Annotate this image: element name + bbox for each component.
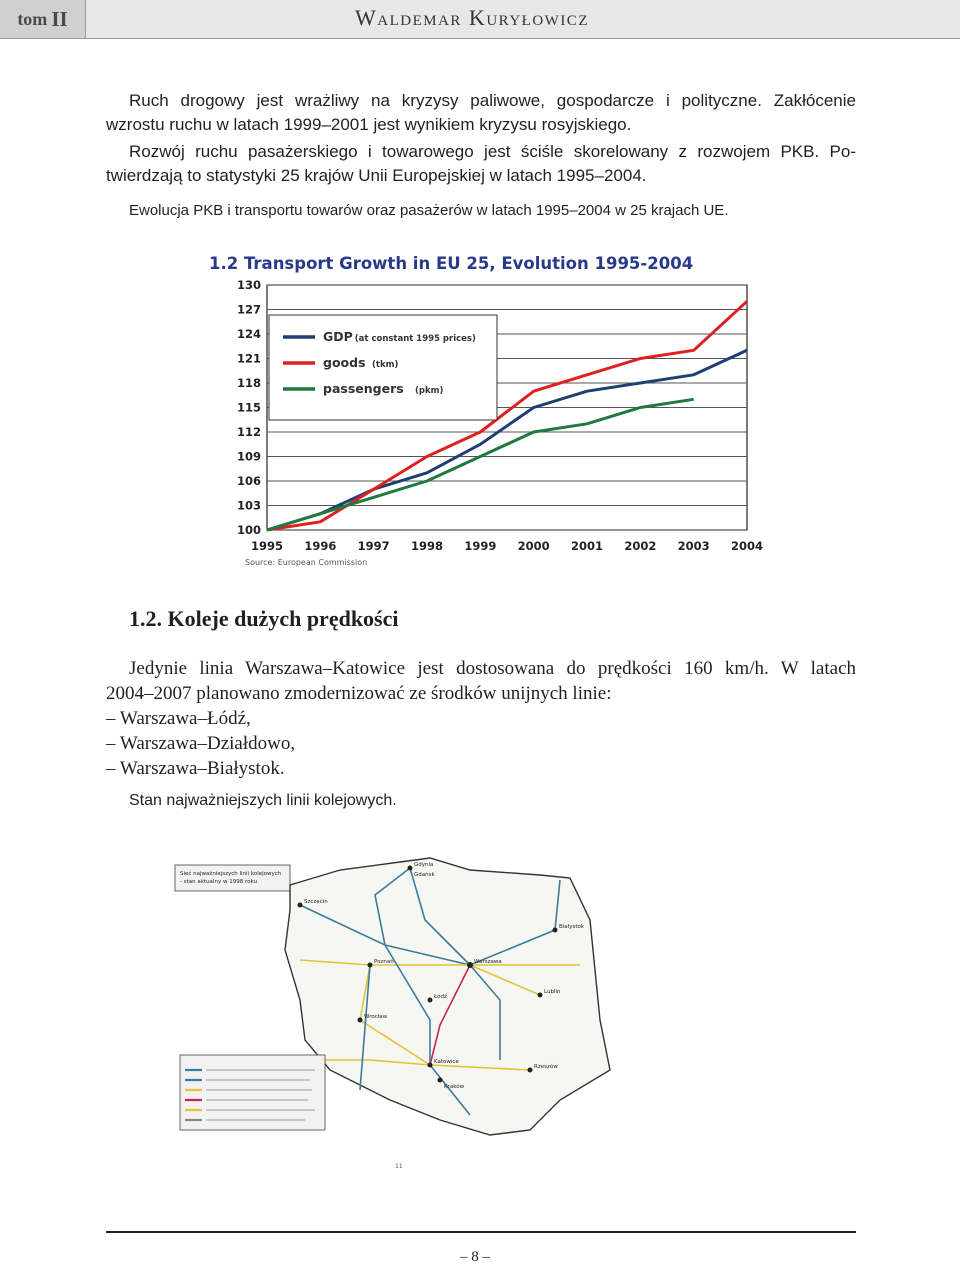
city-label: Białystok [559,924,585,930]
y-tick-label: 106 [237,474,262,488]
list-item: – Warszawa–Białystok. [106,758,285,779]
city-dot [428,1063,433,1068]
y-tick-label: 130 [237,278,262,292]
paragraph-1-line-1: Ruch drogowy jest wrażliwy na kryzysy paliwowe, gospodarcze i polityczne. Zakłócenie [129,91,856,110]
city-dot [408,866,413,871]
city-dot [358,1018,363,1023]
city-dot [368,963,373,968]
city-dot [428,998,433,1003]
x-tick-label: 2000 [517,539,550,553]
paragraph-1-line-2: wzrostu ruchu w latach 1999–2001 jest wynikiem kryzysu rosyjskiego. [106,115,632,134]
city-label: Rzeszów [534,1064,558,1070]
legend-label: passengers [323,381,404,396]
railway-map [140,830,640,1170]
map-legend-title-2: - stan aktualny w 1998 roku [180,879,257,885]
y-tick-label: 115 [237,400,262,415]
x-tick-label: 2003 [677,539,710,553]
chart-title: 1.2 Transport Growth in EU 25, Evolution 1995-2004 [209,254,694,273]
volume-number: II [51,6,68,31]
y-tick-label: 100 [237,523,262,537]
x-tick-label: 1996 [304,539,337,553]
city-label: Łódź [434,994,447,1000]
y-tick-label: 118 [237,376,262,390]
footer-rule [106,1231,856,1233]
x-tick-label: 1999 [464,539,497,553]
x-tick-label: 1997 [357,539,390,553]
section-line-1: Jedynie linia Warszawa–Katowice jest dostosowana do prędkości 160 km/h. W latach [129,658,856,679]
section-body [106,656,856,781]
legend-label: GDP [323,329,353,344]
city-dot [553,928,558,933]
x-tick-label: 2002 [624,539,657,553]
legend-sublabel: (at constant 1995 prices) [354,334,476,344]
y-tick-label: 127 [237,302,262,317]
city-label: Katowice [434,1059,459,1065]
city-label: Wrocław [364,1014,388,1020]
list-item: – Warszawa–Działdowo, [106,733,296,754]
chart-source: Source: European Commission [245,558,368,567]
chart-svg [195,245,764,575]
x-tick-label: 1995 [250,539,284,553]
y-tick-label: 121 [237,351,262,366]
city-label: Warszawa [474,959,502,965]
chart-caption: Ewolucja PKB i transportu towarów oraz pasażerów w latach 1995–2004 w 25 krajach UE. [129,202,729,219]
map-caption: Stan najważniejszych linii kolejowych. [129,792,397,809]
paragraph-2-line-2: twierdzają to statystyki 25 krajów Unii Europejskiej w latach 1995–2004. [106,166,647,185]
section-line-2: 2004–2007 planowano zmodernizować ze środków unijnych linie: [106,683,612,704]
y-tick-label: 109 [237,449,262,464]
y-tick-label: 112 [237,425,262,439]
city-label: Poznań [374,959,394,965]
legend-sublabel: (pkm) [415,386,444,396]
city-label: Lublin [544,989,561,995]
city-label: Gdynia [414,862,434,868]
city-dot [528,1068,533,1073]
author-name: Waldemar Kuryłowicz [355,5,589,30]
city-dot [538,993,543,998]
legend-sublabel: (tkm) [372,360,399,370]
page-number: – 8 – [460,1249,490,1265]
city-label: Gdańsk [414,872,435,878]
map-legend-bottom [180,1055,325,1130]
city-dot [298,903,303,908]
page-header [0,0,960,39]
city-label: Szczecin [304,899,328,905]
y-tick-label: 103 [237,498,262,513]
map-page-number: 11 [395,1163,403,1170]
city-label: Kraków [444,1084,465,1090]
city-dot [467,962,473,968]
volume-tab [0,0,86,38]
transport-growth-chart [195,245,764,575]
volume-label: tom [17,8,48,29]
map-legend-top [175,865,290,891]
railway-map-svg [140,830,640,1170]
y-tick-label: 124 [237,327,262,341]
legend-label: goods [323,355,366,370]
x-tick-label: 2004 [730,539,764,553]
map-legend-title-1: Sieć najważniejszych linii kolejowych [180,871,282,877]
x-tick-label: 1998 [410,539,444,553]
section-heading: 1.2. Koleje dużych prędkości [129,606,399,631]
paragraph-2-line-1: Rozwój ruchu pasażerskiego i towarowego jest ściśle skorelowany z rozwojem PKB. Po- [129,142,856,161]
x-tick-label: 2001 [570,539,604,553]
country-outline [285,858,610,1135]
list-item: – Warszawa–Łódź, [106,708,251,729]
city-dot [438,1078,443,1083]
